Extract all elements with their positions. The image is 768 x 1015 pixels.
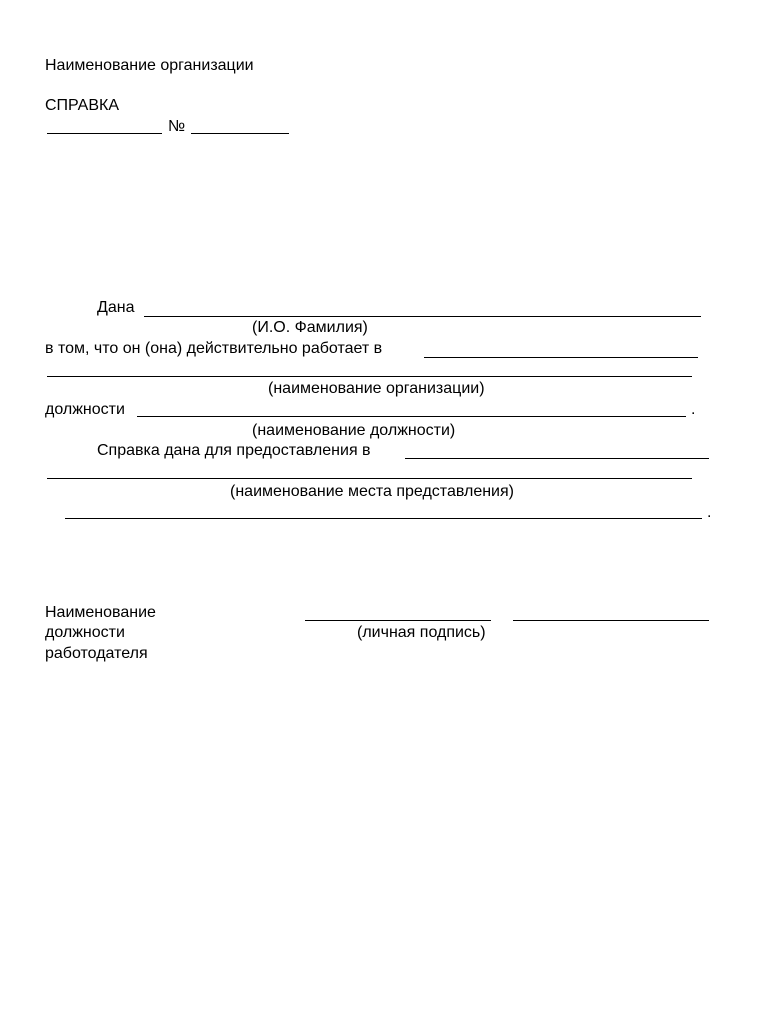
organization-caption: (наименование организации) (268, 380, 485, 397)
number-sign: № (168, 118, 186, 135)
destination-blank-line (405, 458, 709, 459)
name-blank-line (144, 316, 701, 317)
works-text: в том, что он (она) действительно работает в (45, 340, 383, 357)
name-caption: (И.О. Фамилия) (252, 319, 368, 336)
position-label: должности (45, 401, 125, 418)
employer-title-line-3: работодателя (45, 645, 148, 662)
employer-title-line-2: должности (45, 624, 125, 641)
issued-for-text: Справка дана для предоставления в (97, 442, 371, 459)
workplace-blank-line (424, 357, 698, 358)
position-caption: (наименование должности) (252, 422, 456, 439)
position-period: . (691, 401, 696, 418)
employer-title-line-1: Наименование (45, 604, 156, 621)
number-blank-line (191, 133, 289, 134)
place-caption: (наименование места представления) (230, 483, 514, 500)
date-blank-line (47, 133, 162, 134)
final-blank-line (65, 518, 702, 519)
workplace-blank-line-2 (47, 376, 692, 377)
organization-name: Наименование организации (45, 57, 254, 74)
given-label: Дана (97, 299, 135, 316)
end-period: . (707, 504, 712, 521)
document-title: СПРАВКА (45, 97, 119, 114)
destination-blank-line-2 (47, 478, 692, 479)
signature-blank-line (305, 620, 491, 621)
name-decoding-blank-line (513, 620, 709, 621)
signature-caption: (личная подпись) (357, 624, 486, 641)
position-blank-line (137, 416, 686, 417)
